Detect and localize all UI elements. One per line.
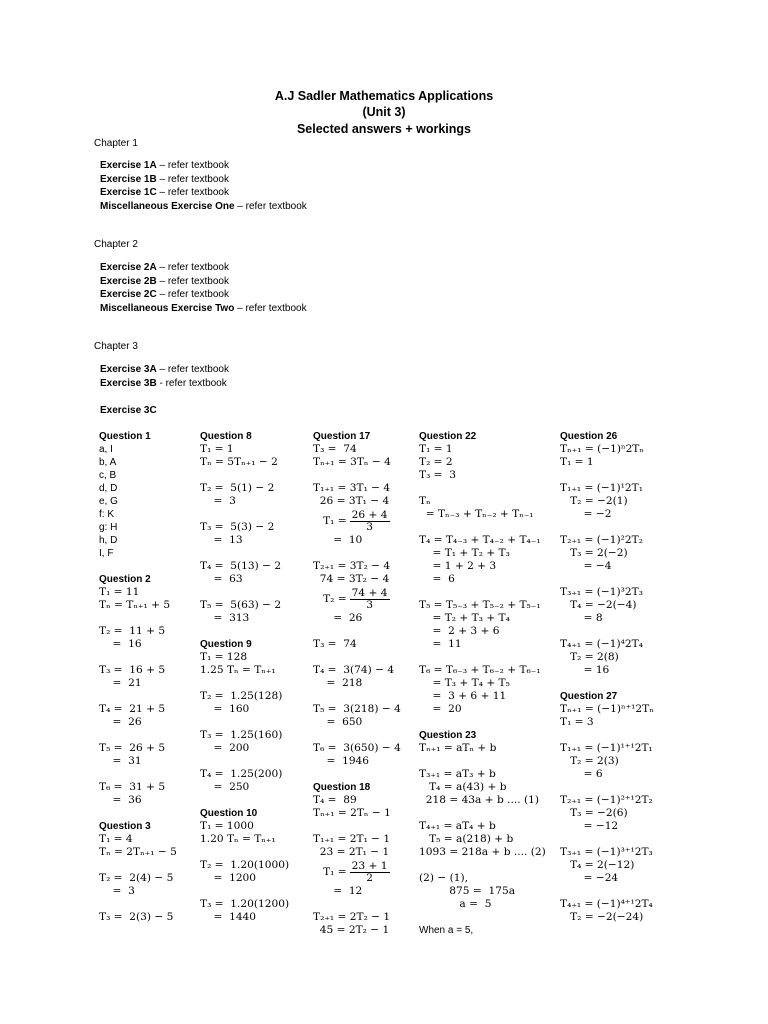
working-line: = 3 + 6 + 11	[419, 690, 507, 702]
working-line: T₂ = 5(1) − 2	[200, 482, 275, 494]
working-line: T₁ = 1	[200, 443, 234, 455]
document-title: A.J Sadler Mathematics Applications	[274, 89, 494, 103]
working-line: T₅ = 26 + 5	[99, 742, 166, 754]
spacer	[313, 898, 401, 911]
answer-line: f: K	[99, 509, 115, 520]
spacer	[313, 469, 401, 482]
spacer	[99, 859, 177, 872]
spacer	[419, 859, 546, 872]
exercise-line: Exercise 3A – refer textbook	[100, 364, 229, 375]
working-line: Tₙ	[419, 495, 431, 507]
working-line: = T₂ + T₃ + T₄	[419, 612, 510, 624]
working-line: = 1440	[200, 911, 257, 923]
working-line: T₃ = 16 + 5	[99, 664, 166, 676]
working-line: Tₙ₊₁ = 2Tₙ − 1	[313, 807, 391, 819]
working-line: T₂₊₁ = 2T₂ − 1	[313, 911, 391, 923]
working-line: = 3	[99, 885, 135, 897]
question-heading: Question 8	[200, 431, 252, 442]
fraction-numerator: 23 + 1	[351, 859, 388, 872]
working-line: T₄ = −2(−4)	[560, 599, 637, 611]
working-line: T₅ = 5(63) − 2	[200, 599, 282, 611]
working-line: T₄ = 2(−12)	[560, 859, 635, 871]
exercise-line: Exercise 1A – refer textbook	[100, 160, 229, 171]
answer-line: a, I	[99, 444, 113, 455]
working-line: = 160	[200, 703, 250, 715]
working-line: = 650	[313, 716, 363, 728]
chapter-1-exercise-list	[100, 159, 307, 213]
spacer	[560, 833, 654, 846]
spacer	[313, 651, 401, 664]
working-line: T₅ = T₅₋₃ + T₅₋₂ + T₅₋₁	[419, 599, 541, 611]
working-line: = 8	[560, 612, 603, 624]
working-line: 218 = 43a + b .... (1)	[419, 794, 539, 806]
working-line: T₄₊₁ = aT₄ + b	[419, 820, 496, 832]
question-heading: Question 18	[313, 782, 371, 793]
spacer	[560, 729, 654, 742]
working-line: T₃ = 2(−2)	[560, 547, 628, 559]
working-line: T₃ = 1.25(160)	[200, 729, 283, 741]
fraction	[350, 510, 390, 533]
working-line: a = 5	[419, 898, 492, 910]
fraction-numerator: 74 + 4	[351, 586, 388, 599]
document-subtitle: Selected answers + workings	[296, 122, 472, 136]
working-line: T₂₊₁ = 3T₂ − 4	[313, 560, 391, 572]
working-line: T₁ = 1	[560, 456, 594, 468]
working-line: = −12	[560, 820, 619, 832]
spacer	[419, 755, 546, 768]
working-line: T₁ = 128	[200, 651, 248, 663]
working-line: T₂ = 2(4) − 5	[99, 872, 174, 884]
answers-column-4	[419, 430, 546, 937]
spacer	[560, 781, 654, 794]
working-line: = 2 + 3 + 6	[419, 625, 500, 637]
spacer	[99, 898, 177, 911]
working-line: T₆ = 31 + 5	[99, 781, 166, 793]
working-line: = Tₙ₋₃ + Tₙ₋₂ + Tₙ₋₁	[419, 508, 534, 520]
working-line: T₂ = 2(3)	[560, 755, 619, 767]
spacer	[560, 625, 654, 638]
working-line: 1093 = 218a + b .... (2)	[419, 846, 546, 858]
working-line: = −4	[560, 560, 612, 572]
working-line: = −2	[560, 508, 612, 520]
working-line: Tₙ = 2Tₙ₊₁ − 5	[99, 846, 177, 858]
answer-line: h, D	[99, 535, 118, 546]
working-line: = 63	[200, 573, 243, 585]
document-unit: (Unit 3)	[362, 105, 406, 119]
exercise-line: Miscellaneous Exercise One – refer textbook	[100, 200, 307, 212]
working-line: T₆ = T₆₋₃ + T₆₋₂ + T₆₋₁	[419, 664, 541, 676]
chapter-1-heading: Chapter 1	[94, 138, 138, 149]
answer-line: c, B	[99, 470, 117, 481]
working-line: T₂ = 1.25(128)	[200, 690, 283, 702]
working-line: = 36	[99, 794, 142, 806]
working-line: T₆ = 3(650) − 4	[313, 742, 401, 754]
answer-line: e, G	[99, 496, 118, 507]
working-line: T₄₊₁ = (−1)⁴2T₄	[560, 638, 643, 650]
chapter-2-exercise-list	[100, 261, 307, 315]
exercise-line: Exercise 1C – refer textbook	[100, 187, 229, 198]
spacer	[99, 651, 177, 664]
working-line: 1.20 Tₙ = Tₙ₊₁	[200, 833, 276, 845]
fraction	[350, 588, 390, 611]
working-line: = 1946	[313, 755, 370, 767]
spacer	[200, 469, 289, 482]
spacer	[560, 885, 654, 898]
answer-line: b, A	[99, 457, 117, 468]
spacer	[99, 807, 177, 820]
working-line: = 10	[313, 534, 363, 546]
working-line: Tₙ₊₁ = aTₙ + b	[419, 742, 497, 754]
working-line: 875 = 175a	[419, 885, 516, 897]
working-line: T₂ = 11 + 5	[99, 625, 166, 637]
fraction	[350, 861, 390, 884]
fraction-denominator: 3	[366, 520, 373, 533]
spacer	[419, 521, 546, 534]
exercise-3c-heading: Exercise 3C	[100, 405, 157, 416]
working-line: = 16	[560, 664, 610, 676]
question-heading: Question 2	[99, 574, 151, 585]
working-line: T₁₊₁ = 2T₁ − 1	[313, 833, 391, 845]
working-line: T₄₊₁ = (−1)⁴⁺¹2T₄	[560, 898, 653, 910]
answers-column-1	[99, 430, 177, 924]
question-heading: Question 1	[99, 431, 151, 442]
fraction-line	[313, 586, 401, 612]
working-line: = 12	[313, 885, 363, 897]
working-line: T₃ = 1.20(1200)	[200, 898, 290, 910]
question-heading: Question 23	[419, 730, 477, 741]
working-line: T₃ = 5(3) − 2	[200, 521, 275, 533]
working-line: 23 = 2T₁ − 1	[313, 846, 390, 858]
working-line: T₂₊₁ = (−1)²2T₂	[560, 534, 643, 546]
spacer	[200, 677, 289, 690]
working-line: = 200	[200, 742, 250, 754]
spacer	[200, 755, 289, 768]
spacer	[200, 625, 289, 638]
spacer	[560, 677, 654, 690]
working-line: = 26	[313, 612, 363, 624]
exercise-line: Miscellaneous Exercise Two – refer textbook	[100, 302, 307, 314]
spacer	[200, 846, 289, 859]
working-line: T₂₊₁ = (−1)²⁺¹2T₂	[560, 794, 653, 806]
answers-column-2	[200, 430, 289, 924]
working-line: T₃₊₁ = (−1)³⁺¹2T₃	[560, 846, 653, 858]
spacer	[419, 651, 546, 664]
chapter-3-exercise-list	[100, 363, 229, 390]
spacer	[419, 807, 546, 820]
working-line: T₂ = −2(−24)	[560, 911, 644, 923]
working-line: T₃ = 74	[313, 638, 357, 650]
question-heading: Question 3	[99, 821, 151, 832]
working-line: Tₙ = Tₙ₊₁ + 5	[99, 599, 171, 611]
working-line: T₄ = 3(74) − 4	[313, 664, 395, 676]
question-heading: Question 27	[560, 691, 618, 702]
working-line: T₁ = 3	[560, 716, 594, 728]
spacer	[313, 625, 401, 638]
fraction-line	[313, 508, 401, 534]
exercise-line: Exercise 1B – refer textbook	[100, 173, 229, 185]
spacer	[419, 586, 546, 599]
working-line: (2) − (1),	[419, 872, 468, 884]
working-line: = 6	[419, 573, 455, 585]
working-line: = 1 + 2 + 3	[419, 560, 497, 572]
working-line: T₅ = 3(218) − 4	[313, 703, 401, 715]
spacer	[313, 690, 401, 703]
spacer	[419, 716, 546, 729]
working-line: T₃ = 2(3) − 5	[99, 911, 174, 923]
working-line: T₂ = 2	[419, 456, 453, 468]
working-line: = 16	[99, 638, 142, 650]
working-line: = 21	[99, 677, 142, 689]
spacer	[313, 729, 401, 742]
spacer	[200, 586, 289, 599]
working-line: = T₁ + T₂ + T₃	[419, 547, 510, 559]
fraction-lhs: T₂ =	[313, 592, 347, 605]
spacer	[560, 469, 654, 482]
working-line: T₁ = 1	[419, 443, 453, 455]
working-line: 26 = 3T₁ − 4	[313, 495, 390, 507]
answers-column-5	[560, 430, 654, 924]
working-line: T₄ = 5(13) − 2	[200, 560, 282, 572]
working-line: T₃ = −2(6)	[560, 807, 628, 819]
fraction-lhs: T₁ =	[313, 865, 347, 878]
working-line: T₄ = T₄₋₃ + T₄₋₂ + T₄₋₁	[419, 534, 541, 546]
answer-line: I, F	[99, 548, 114, 559]
working-line: = T₃ + T₄ + T₅	[419, 677, 510, 689]
fraction-denominator: 2	[366, 871, 373, 884]
question-heading: Question 17	[313, 431, 371, 442]
chapter-3-heading: Chapter 3	[94, 341, 138, 352]
spacer	[99, 560, 177, 573]
answer-line: d, D	[99, 483, 118, 494]
working-line: = 313	[200, 612, 250, 624]
working-line: = 11	[419, 638, 462, 650]
spacer	[419, 911, 546, 924]
spacer	[200, 716, 289, 729]
working-line: T₁₊₁ = 3T₁ − 4	[313, 482, 391, 494]
working-line: T₃₊₁ = (−1)³2T₃	[560, 586, 643, 598]
working-line: T₅ = a(218) + b	[419, 833, 514, 845]
exercise-line: Exercise 2B – refer textbook	[100, 275, 229, 287]
working-line: T₄ = 21 + 5	[99, 703, 166, 715]
working-line: T₁ = 1000	[200, 820, 254, 832]
working-line: = 1200	[200, 872, 257, 884]
question-heading: Question 10	[200, 808, 258, 819]
spacer	[99, 690, 177, 703]
question-heading: Question 22	[419, 431, 477, 442]
working-line: = 31	[99, 755, 142, 767]
spacer	[313, 768, 401, 781]
fraction-line	[313, 859, 401, 885]
working-line: Tₙ₊₁ = (−1)ⁿ⁺¹2Tₙ	[560, 703, 654, 715]
spacer	[99, 612, 177, 625]
working-line: T₁ = 4	[99, 833, 133, 845]
exercise-line: Exercise 2A – refer textbook	[100, 262, 229, 273]
working-line: = 3	[200, 495, 236, 507]
working-line: Tₙ₊₁ = (−1)ⁿ2Tₙ	[560, 443, 644, 455]
exercise-line: Exercise 2C – refer textbook	[100, 289, 229, 300]
spacer	[560, 573, 654, 586]
working-line: T₂ = 1.20(1000)	[200, 859, 290, 871]
spacer	[200, 508, 289, 521]
working-line: T₂ = −2(1)	[560, 495, 628, 507]
working-line: Tₙ = 5Tₙ₊₁ − 2	[200, 456, 278, 468]
working-line: = −24	[560, 872, 619, 884]
working-line: T₃ = 74	[313, 443, 357, 455]
answers-column-3	[313, 430, 401, 937]
spacer	[200, 547, 289, 560]
chapter-2-heading: Chapter 2	[94, 239, 138, 250]
working-line: Tₙ₊₁ = 3Tₙ − 4	[313, 456, 391, 468]
working-line: T₃₊₁ = aT₃ + b	[419, 768, 496, 780]
fraction-lhs: T₁ =	[313, 514, 347, 527]
answer-line: g: H	[99, 522, 118, 533]
working-line: = 6	[560, 768, 603, 780]
answer-line: When a = 5,	[419, 925, 474, 936]
working-line: T₄ = 1.25(200)	[200, 768, 283, 780]
working-line: = 26	[99, 716, 142, 728]
question-heading: Question 26	[560, 431, 618, 442]
working-line: = 218	[313, 677, 363, 689]
working-line: 74 = 3T₂ − 4	[313, 573, 390, 585]
working-line: 45 = 2T₂ − 1	[313, 924, 390, 936]
working-line: T₃ = 3	[419, 469, 457, 481]
question-heading: Question 9	[200, 639, 252, 650]
spacer	[419, 482, 546, 495]
fraction-numerator: 26 + 4	[351, 508, 388, 521]
working-line: T₂ = 2(8)	[560, 651, 619, 663]
working-line: T₄ = a(43) + b	[419, 781, 507, 793]
working-line: T₁₊₁ = (−1)¹⁺¹2T₁	[560, 742, 653, 754]
working-line: T₁₊₁ = (−1)¹2T₁	[560, 482, 643, 494]
spacer	[200, 885, 289, 898]
working-line: T₁ = 11	[99, 586, 140, 598]
working-line: 1.25 Tₙ = Tₙ₊₁	[200, 664, 276, 676]
working-line: = 20	[419, 703, 462, 715]
spacer	[99, 729, 177, 742]
working-line: = 13	[200, 534, 243, 546]
spacer	[313, 820, 401, 833]
spacer	[560, 521, 654, 534]
working-line: T₄ = 89	[313, 794, 357, 806]
spacer	[200, 794, 289, 807]
spacer	[99, 768, 177, 781]
spacer	[313, 547, 401, 560]
fraction-denominator: 3	[366, 598, 373, 611]
working-line: = 250	[200, 781, 250, 793]
exercise-line: Exercise 3B - refer textbook	[100, 377, 227, 389]
